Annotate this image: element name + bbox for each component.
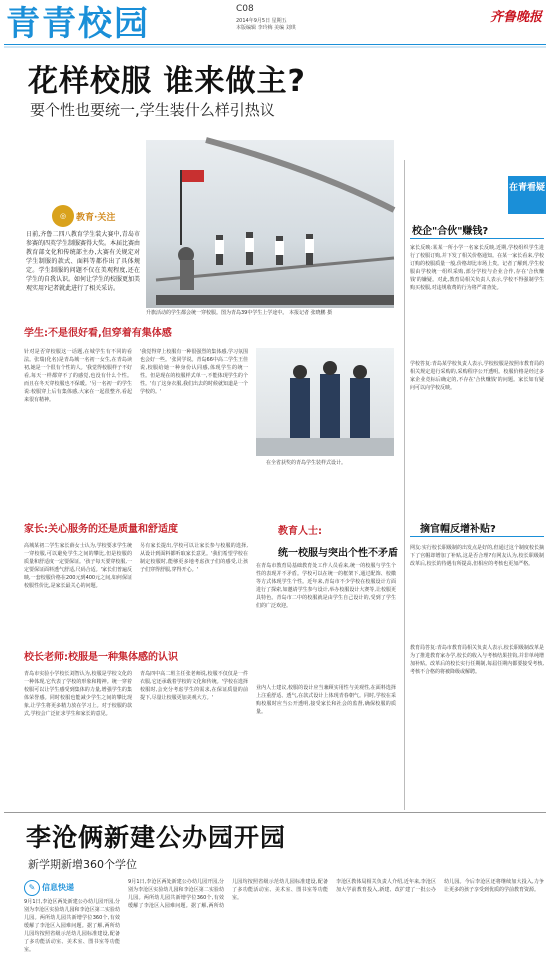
- section-experts-text-a: 在青岛市教育局基础教育处工作人员看来,统一的校服与学生个性的表现并不矛盾。学校可以在统一的框架下,通过配饰、校徽等方式体现学生个性。近年来,青岛市不少学校在校服设计方面进行了探索,如邀请学生参与设计,举办校服设计大赛等,让校服更具特色。青岛市二中的校服就是由学生自己设计的,受到了学生们的广泛欢迎。: [256, 563, 396, 609]
- page-number: C08: [236, 4, 254, 14]
- right-text-1b: 学校答复:青岛某学校负责人表示,学校校服是按照市教育局的相关规定进行采购的,采购程序公开透明。校服价格是经过多家企业竞标后确定的,不存在'合伙赚钱'的问题。家长如有疑问可以向学校反映。: [410, 361, 544, 391]
- section-student-heading: 不是很好看,但穿着有集体感: [48, 328, 172, 339]
- news-flash-icon: ✎: [24, 880, 40, 896]
- right-text-2b: 教育局答复:青岛市教育局相关负责人表示,校长职级制改革是为了推进教育家办学,校长的收入与考核结果挂钩,并非单纯增加补贴。改革后的校长实行任期制,每届任期内都要接受考核,考核不合格的将被降级或解聘。: [410, 645, 544, 675]
- masthead-rule-light: [4, 46, 546, 48]
- photo-caption-1: 升旗活动的学生都会统一穿校服。图为青岛39中学生上学途中。 本报记者 张晓鹏 摄: [146, 310, 333, 316]
- bridge-photo: [146, 140, 394, 308]
- bottom-headline: 李沧俩新建公办园开园: [26, 823, 287, 852]
- section-experts-text-b: 业内人士建议,校服的设计应当兼顾实用性与美观性,在面料选择上注重舒适、透气,在款式设计上体现青春朝气。同时,学校在采购校服时应当公开透明,接受家长和社会的监督,确保校服的质量。: [256, 685, 396, 715]
- masthead-rule: [4, 44, 546, 45]
- stage-photo-drawing: [256, 348, 394, 456]
- section-principal-tag: 校长老师:: [24, 652, 68, 663]
- main-headline: 花样校服 谁来做主?: [28, 64, 306, 99]
- right-column-tag: 在青看疑: [508, 176, 546, 214]
- right-column-divider: [404, 160, 405, 810]
- bottom-text-b: 李沧区教体局相关负责人介绍,近年来,李沧区加大学前教育投入,新建、改扩建了一批公办幼儿园。今后李沧区还将继续加大投入,力争让更多的孩子享受到优质的学前教育资源。: [336, 879, 544, 893]
- right-text-2a: 网友:实行校长职级制的出发点是好的,但通过这个制度校长摘下了官帽却增加了补贴,这是否合理?有网友认为,校长职级制改革后,校长的待遇有所提高,但相应的考核也更加严格。: [410, 545, 544, 567]
- section-parent-title: 家长:关心服务的还是质量和舒适度: [24, 524, 178, 535]
- section-student-tag: 学生:: [24, 328, 48, 339]
- photo-caption-2: 在全省获奖的青岛学生装样式设计。: [266, 460, 347, 466]
- section-parent-text-b: 另有家长提出,学校可以让家长参与校服的选择,从设计到面料都听取家长意见。'我们希望学校在制定校服时,能够更多地考虑孩子们的感受,让孩子们穿得舒服,穿得开心。': [140, 543, 248, 573]
- bridge-photo-drawing: [146, 140, 394, 308]
- date-line: 2014年9月5日 星期五: [236, 18, 287, 24]
- section-principal-text-b: 青岛四中高二班主任张老师说,校服不仅仅是一件衣服,它还承载着学校的文化和传统。'学校在选择校服时,会充分考虑学生的需求,在保证质量的前提下,尽量让校服更加美观大方。': [140, 671, 248, 701]
- right-title-2: 摘官帽反增补贴?: [420, 524, 496, 535]
- masthead-title: 青青校园: [6, 4, 150, 44]
- section-student-title: [24, 328, 264, 340]
- news-flash-label-box: [24, 880, 84, 896]
- section-experts-tag: 教育人士:: [278, 526, 322, 537]
- section-principal-heading: 校服是一种集体感的认识: [68, 652, 178, 663]
- intro-label: 教育·关注: [76, 213, 116, 223]
- right-title-1-rule: [410, 238, 544, 239]
- right-title-1: 校企"合伙"赚钱?: [412, 226, 489, 237]
- bottom-text-intro: 9月1日,李沧区两处新建公办幼儿园开园,分别为李沧区实验幼儿园和李沧区第二实验幼儿园。两所幼儿园共新增学位360个,有效缓解了李沧区入园难问题。据了解,两所幼儿园均按照省级示范幼儿园标准建设,配备了多功能活动室、美术室、图书室等功能室。: [24, 899, 120, 953]
- section-parent-text-a: 高城某初二学生家长薛女士认为,学校要求学生统一穿校服,可以避免学生之间的攀比,但是校服的质量和舒适度一定要保证。'孩子每天要穿校服,一定要保证面料透气舒适,尺码合适。'家长们普遍反映,一套校服价格在200元到400元之间,如何保证校服性价比,是家长最关心的问题。: [24, 543, 132, 589]
- right-text-1a: 家长反映:某某一所小学一名家长反映,近期,学校组织学生进行了校服订购,并下发了相关价格通知。在某一家长看来,学校订购的校服质量一般,价格却比市场上贵。记者了解到,学生校服由学校统一组织采购,部分学校与企业合作,存在'合伙赚钱'的嫌疑。对此,教育局相关负责人表示,学校不得强制学生购买校服,对违规收费的行为将严肃查处。: [410, 245, 544, 291]
- section-experts-heading: 统一校服与突出个性不矛盾: [278, 548, 398, 559]
- masthead-meta: [236, 18, 296, 32]
- right-title-2-rule: [410, 536, 544, 537]
- bottom-subhead: 新学期新增360个学位: [28, 858, 137, 871]
- editor-line: 本版编辑 李玲梅 美编 刘琪: [236, 25, 296, 31]
- bottom-rule: [4, 812, 546, 813]
- section-student-text-a: 针对是否穿校服这一话题,在城学生有不同的看法。张瑞(化名)是青岛城一名初一女生,在青岛读初,她是一个很有个性的人。'我觉得校服样子不好看,每天一样都穿不了的感觉,也没有什么个性。而且在冬天穿校服也不保暖。'另一名初一的学生说:校服穿上后有集体感,大家在一起很整齐,看起来很有精神。: [24, 349, 132, 403]
- intro-label-box: [24, 205, 134, 227]
- brand-logo: 齐鲁晚报: [489, 10, 542, 25]
- intro-text: 日前,齐鲁二四八教育学生装大赛中,青岛市参赛的四英学生制服赛得大奖。本届比赛由教育部文化和传统部主办,大赛有关规定对学生制服的款式、面料等都作出了具体规定。学生制服的问题不仅在美观程度,还在学生的自我认识。如何让学生的校服更加美观实用?记者就此进行了相关采访。: [26, 231, 141, 292]
- section-principal-title: [24, 652, 254, 664]
- main-subhead: 要个性也要统一,学生装什么样引热议: [30, 101, 275, 119]
- stage-photo: [256, 348, 394, 456]
- intro-badge-icon: ◎: [52, 205, 74, 227]
- section-principal-text-a: 青岛市实验小学校长刘智认为,校服是学校文化的一种体现,它代表了学校的形象和精神。统一穿着校服可以让学生感受到集体的力量,增强学生的集体荣誉感。同时校服也能减少学生之间的攀比现象,让学生将更多精力放在学习上。对于校服的款式,学校会广泛征求学生和家长的意见。: [24, 671, 132, 717]
- news-flash-label: 信息快递: [42, 883, 74, 892]
- bottom-text-a: 9月1日,李沧区两处新建公办幼儿园开园,分别为李沧区实验幼儿园和李沧区第二实验幼儿园。两所幼儿园共新增学位360个,有效缓解了李沧区入园难问题。据了解,两所幼儿园均按照省级示范幼儿园标准建设,配备了多功能活动室、美术室、图书室等功能室。: [128, 879, 328, 909]
- section-student-text-b: '我觉得穿上校服有一种很强烈的集体感,学习氛围也会好一些。'张同学说。青岛66中高二学生王佳说,校服给她一种身份认同感,体现学生的统一性。但是现在的校服样式单一,不能体现学生的个性。'有了这身衣服,我们出去的时候就知道是一个学校的。': [140, 349, 248, 395]
